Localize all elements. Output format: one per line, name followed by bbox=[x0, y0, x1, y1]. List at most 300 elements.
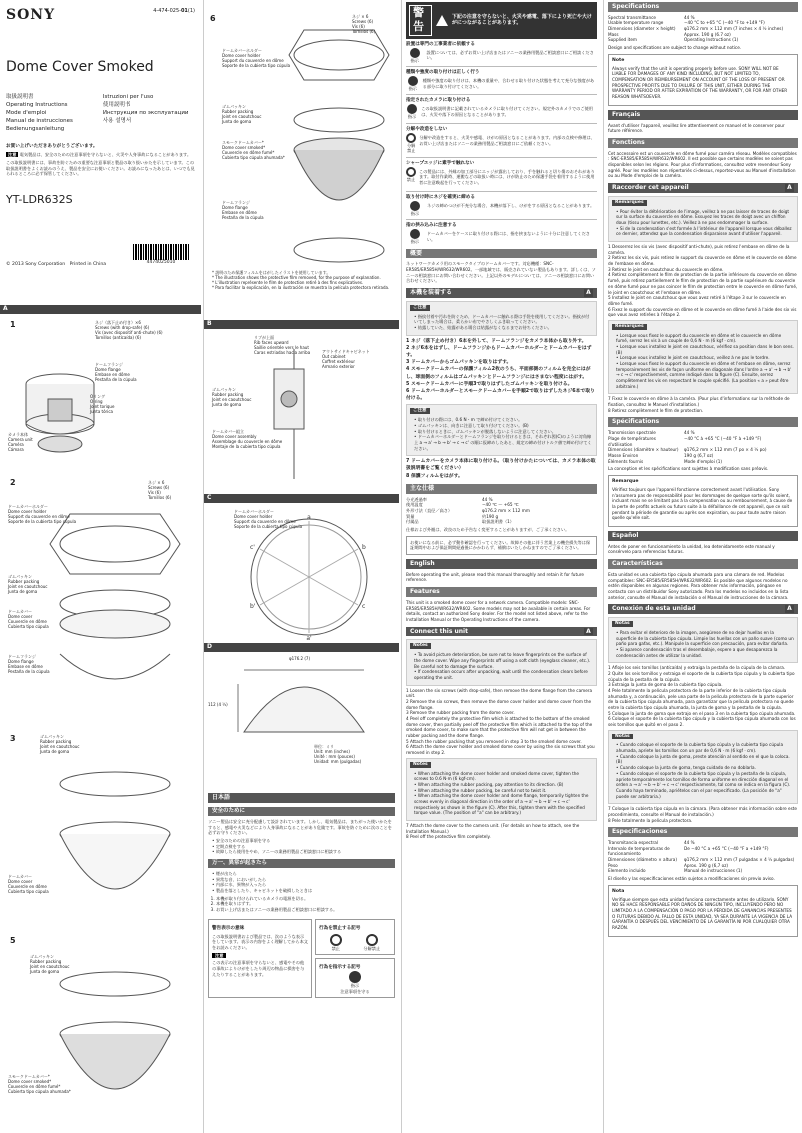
warning-body: この取扱説明書に記載されているカメラに取り付けてください。規定外のカメラでのご使用は、火災や落下の原因となることがあります。 bbox=[421, 106, 593, 118]
label-unit: 単位：ミリ Unit: mm (inches) Unité : mm (pouces) Unidad: mm (pulgadas) bbox=[314, 744, 362, 764]
step-item: 6 Coloque el soporte de la cubierta tipo cúpula y la cubierta tipo cúpula ahumada con los seis tornillos que quitó en el paso 2. bbox=[608, 716, 796, 727]
barcode-number: 4474025010 bbox=[146, 260, 176, 265]
disclaimer-box: お使いになる前に、必ず動作確認を行ってください。故障その他に伴う営業上の機会損失等は保証期間中および保証期間経過後にかかわらず、補償はいたしかねますのでご了承ください。 bbox=[406, 536, 597, 555]
warning-heading: 設置は専門の工事業者に依頼する bbox=[406, 41, 475, 47]
step-number: 2 bbox=[10, 478, 16, 487]
step-number: 1 bbox=[10, 320, 16, 329]
warning-heading: 種類や強度の取り付けは正しく行う bbox=[406, 70, 480, 76]
figure-ref-badge: A bbox=[785, 605, 794, 613]
spec-label: 外形寸法（直径／高さ） bbox=[406, 507, 453, 513]
label-dome-cover-holder: ドームカバーホルダー Dome cover holder Support du couvercle en dôme Soporte de la cubierta tipo cúpula bbox=[234, 509, 303, 529]
step-item: 6 Attach the dome cover holder and smoked dome cover by using the six screws that you removed in step 2. bbox=[406, 744, 595, 756]
figure-d-header: D bbox=[204, 643, 399, 652]
no-disassembly-icon bbox=[406, 133, 416, 143]
notes-title: Notes bbox=[410, 643, 431, 649]
section-title: Raccorder cet appareil bbox=[612, 184, 689, 192]
intro-text: Before operating the unit, please read this manual thoroughly and retain it for future reference. bbox=[406, 571, 584, 583]
manual-title-list bbox=[6, 94, 195, 134]
list-item: • To avoid picture deterioration, be sure not to leave fingerprints on the surface of the dome cover. Wipe any fingerprints off using a soft cloth (eyeglass cleaner, etc.). Be careful not to damage the surface. bbox=[414, 652, 593, 669]
en-spec-table bbox=[608, 15, 798, 43]
spec-label: Transmitancia espectral bbox=[608, 840, 658, 845]
symbol-meaning-box bbox=[208, 919, 312, 998]
box-text: Always verify that the unit is operating properly before use. SONY WILL NOT BE LIABLE FOR DAMAGES OF ANY KIND INCLUDING, BUT NOT LIMITED TO, COMPENSATION OR REIMBURSEMENT ON ACCOUNT OF THE LOSS OF PRESENT OR PROSPECTIVE PROFITS DUE TO FAILURE OF THIS UNIT, EITHER DURING THE WARRANTY PERIOD OR AFTER EXPIRATION OF THE WARRANTY, OR FOR ANY OTHER REASON WHATSOEVER. bbox=[612, 65, 788, 100]
dimension-drawing bbox=[234, 662, 374, 742]
spec-label: 質量 bbox=[406, 513, 415, 519]
trouble-steps bbox=[208, 896, 395, 913]
spec-label: Plage de températures d'utilisation bbox=[608, 435, 656, 447]
language-header-japanese: 日本語 bbox=[208, 793, 395, 803]
manual-title: Инструкция по эксплуатации bbox=[102, 110, 189, 117]
section-header-attach bbox=[406, 288, 597, 298]
instruction-icon bbox=[407, 104, 417, 114]
box-title: Note bbox=[612, 57, 625, 63]
spec-value: 44 % bbox=[684, 840, 695, 845]
icon-label: 分解禁止 bbox=[406, 142, 416, 154]
list-item: • Cuando coloque el soporte de la cubierta tipo cúpula y la cubierta tipo cúpula ahumada, apriete los tornillos con un par de 0,6 N · m (6 kgf · cm). bbox=[616, 742, 794, 753]
symbol-label: 分解禁止 bbox=[363, 945, 381, 951]
warning-triangle-icon bbox=[436, 15, 448, 26]
spec-label: Dimensiones (diámetro × altura) bbox=[608, 857, 677, 863]
label-dome-cover: ドームカバー Dome cover Couvercle en dôme Cubierta tipo cúpula bbox=[8, 874, 49, 894]
label-smoked-dome-cover: スモークドームカバー* Dome cover smoked* Couvercle en dôme fumé* Cubierta tipo cúpula ahumada* bbox=[222, 140, 285, 160]
figure-a bbox=[0, 314, 201, 1132]
warning-body: ドームカバーをケースに取り付ける際には、指を挟まないように十分に注意してください。 bbox=[426, 231, 590, 242]
warning-heading: 取り付け時にネジを確実に締める bbox=[406, 194, 475, 200]
column-4 bbox=[603, 0, 802, 1133]
spec-label: 使用温度 bbox=[406, 502, 423, 508]
list-item: • When attaching the rubber packing, pay attention to its direction. (B) bbox=[414, 782, 593, 788]
step-item: 4 Retirez complètement le film de protection de la partie inférieure du couvercle en dôme fumé, puis retirez partiellement le film de protection de la partie supérieure du couvercle en dôme fumé pour ne pas coincer le film de protection entre le couvercle en dôme fumé, le joint en caoutchouc et l'embase en dôme. bbox=[608, 272, 798, 295]
list-item: • 安全のための注意事項を守る bbox=[212, 838, 395, 844]
list-item: • If condensation occurs after unpacking, wait until the condensation clears before operating the unit. bbox=[414, 669, 593, 680]
list-item: 2. 本機を取りはずす。 bbox=[216, 901, 395, 907]
warning-text: 下記の注意を守らないと、火災や感電、落下により死亡や大けがにつながることがあります。 bbox=[451, 13, 592, 27]
figure-a-header: A bbox=[0, 305, 201, 314]
warning-body: 設置については、必ずお買い上げ店またはソニーの業務用製品ご相談窓口にご相談ください。 bbox=[426, 49, 594, 61]
manual-titles-left bbox=[6, 94, 73, 134]
icon-label: 指示 bbox=[407, 114, 417, 120]
list-item: 1. 本機が取り付けられているカメラの電源を切る。 bbox=[216, 896, 395, 902]
warning-banner bbox=[406, 2, 597, 39]
instruction-icon bbox=[408, 76, 418, 86]
instruction-icon bbox=[410, 201, 420, 211]
warning-heading: 分解や改造をしない bbox=[406, 126, 448, 132]
overview-text: ネットワークカメラ用のスモークタイプのドームカバーです。対応機種：SNC-ER585/ER585H/WR632/WR602。一部地域では、販売されていない製品もあります。詳しくは、ソニーの相談窓口にお問い合わせください。上記以外のモデルについては、ソニーの相談窓口にお問い合わせください。 bbox=[406, 261, 596, 284]
label-dome-cover: ドームカバー Dome cover Couvercle en dôme Cubierta tipo cúpula bbox=[8, 609, 49, 629]
spec-value: 取扱説明書（1） bbox=[482, 519, 514, 525]
notes-title: ご注意 bbox=[410, 408, 430, 414]
box-text: この取扱説明書および製品では、次のような表示をしています。表示の内容をよく理解してから本文をお読みください。 bbox=[212, 933, 308, 951]
section-header: Características bbox=[608, 559, 798, 569]
symbol-legend bbox=[208, 916, 395, 1001]
column-1 bbox=[0, 0, 201, 1133]
step-item: 2 Remove the six screws, then remove the dome cover holder and dome cover from the dome flange. bbox=[406, 698, 592, 710]
icon-label: 禁止 bbox=[406, 176, 416, 182]
manual-title: Operating Instructions bbox=[6, 102, 68, 109]
figure-b-header: B bbox=[204, 320, 399, 329]
step-item: 8 Pele totalmente la película protectora. bbox=[608, 817, 693, 823]
list-item: • Lorsque vous installez le joint en caoutchouc, vérifiez sa position dans le bon sens. (B) bbox=[616, 344, 794, 355]
step-item: 7 ドームカバーをカメラ本体に取り付ける。（取り付けかたについては、カメラ本体の取扱説明書をご覧ください） bbox=[406, 459, 596, 472]
mark-label: a bbox=[307, 514, 311, 521]
notes-title: Remarques bbox=[612, 200, 647, 206]
manual-title: 사용 설명서 bbox=[102, 118, 132, 125]
prohibited-icon bbox=[406, 167, 416, 177]
spec-label: Transmission spectrale bbox=[608, 430, 656, 436]
list-item: • Cuando coloque la junta de goma, tenga cuidado de no doblarla. bbox=[616, 765, 794, 771]
spec-note: Design and specifications are subject to change without notice. bbox=[608, 45, 742, 51]
spec-value: Manual de instrucciones (1) bbox=[684, 868, 743, 874]
caution-notes bbox=[406, 301, 597, 336]
instruction-icon bbox=[410, 48, 420, 58]
jp-intro-heading: お買い上げいただきありがとうございます。 bbox=[6, 144, 98, 150]
step-item: 3 ドームカバーからゴムパッキンを取りはずす。 bbox=[406, 360, 512, 366]
label-o-ring: Oリング O-ring Joint torique Junta tórica bbox=[90, 394, 115, 414]
step-item: 1 Desserrez les six vis (avec dispositif anti-chute), puis retirez l'embase en dôme de la caméra. bbox=[608, 244, 790, 255]
label-diameter: φ176.2 (7) bbox=[289, 656, 311, 661]
prohibit-symbols-box bbox=[315, 919, 395, 955]
spec-value: −40 °C à +65 °C (−40 °F à +149 °F) bbox=[684, 435, 762, 441]
notes-block bbox=[608, 617, 798, 663]
notes-block bbox=[608, 320, 798, 395]
notes-title: Notes bbox=[410, 762, 431, 768]
warning-body: 分解や改造をすると、火災や感電、けがの原因となることがあります。内部の点検や修理は、お買い上げ店またはソニーの業務用製品ご相談窓口にご依頼ください。 bbox=[419, 134, 595, 146]
jp-final-steps bbox=[406, 458, 597, 480]
notes-block bbox=[406, 639, 597, 685]
symbol-label: 注意事項を守る bbox=[340, 988, 370, 994]
features-text: This unit is a smoked dome cover for a network camera. Compatible models: SNC-ER585/ER585H/WR632/WR602. Some models may not be available in certain areas. For details, contact an authorized Sony dealer. For the model not listed above, refer to the Installation Manual or the Operating Instructions of the camera. bbox=[406, 599, 591, 622]
spec-label: Éléments fournis bbox=[608, 458, 644, 464]
jp-intro-text: この取扱説明書には、事故を防ぐための重要な注意事項と製品の取り扱いかたを示しています。この取扱説明書をよくお読みのうえ、製品を安全にお使いください。お読みになったあとは、いつでも見られるところに必ず保管してください。 bbox=[6, 159, 195, 177]
warning-badge: 警告 bbox=[409, 5, 432, 36]
step-item: 1 ネジ（落下止め付き）6本を外して、ドームフランジをカメラ本体から取り外す。 bbox=[406, 338, 587, 344]
step-item: 5 スモークドームカバーに手順3で取りはずしたゴムパッキンを取り付ける。 bbox=[406, 381, 573, 387]
step-number: 3 bbox=[10, 734, 16, 743]
list-item: • 製品を落としたり、キャビネットを破損したときは bbox=[212, 888, 395, 894]
list-item: • Cuando coloque la junta de goma, preste atención al sentido en el que la coloca. (B) bbox=[616, 754, 794, 765]
step-item: 5 Attach the rubber packing that you removed in step 3 to the smoked dome cover. bbox=[406, 738, 582, 744]
list-item: • 取り付けの際には、0.6 N・m で締め付けてください。 bbox=[414, 417, 593, 423]
list-item: • Cuando coloque el soporte de la cubierta tipo cúpula y la pestaña de la cúpula, apriete temporalmente los tornillos de forma uniforme en dirección diagonal en el orden a → a' → b → b' → c → c' respectivamente, tal como se indica en la figura (C). Cuando haya terminado, apriételos con el par especificado. (La posición de "a" puede ser arbitraria.) bbox=[616, 771, 794, 799]
figure-d bbox=[204, 652, 399, 787]
printed-in: Printed in China bbox=[69, 262, 107, 267]
figure-note: * 説明のため保護フィルムをはがしたイラストを使用しています。 * The illustration shows the protective film removed, for the purpose of explanation. * L'illustration représente le film de protection retiré à des fins explicatives. * Para facilitar la explicación, en la ilustración se muestra la película protectora retirada. bbox=[212, 270, 390, 290]
step-item: 8 保護フィルムをはがす。 bbox=[406, 473, 463, 479]
fr-spec-table bbox=[608, 430, 798, 464]
notes-title: Notas bbox=[612, 621, 633, 627]
label-camera-unit: カメラ本体 Camera unit Caméra Cámara bbox=[8, 432, 33, 452]
language-header-spanish: Español bbox=[608, 531, 798, 541]
spec-label: Dimensions (diameter × height) bbox=[608, 26, 676, 32]
spec-label: Spectral transmittance bbox=[608, 14, 657, 20]
step-item: 6 ドームカバーホルダーとスモークドームカバーを手順2で取りはずしたネジ6本で取り付ける。 bbox=[406, 389, 595, 402]
label-rubber-packing: ゴムパッキン Rubber packing Joint en caoutchouc Junta de goma bbox=[40, 734, 80, 754]
spec-label: Intervalo de temperaturas de funcionamiento bbox=[608, 845, 670, 857]
figure-c bbox=[204, 503, 399, 643]
box-text: この表示の注意事項を守らないと、感電やその他の事故によりけがをしたり周辺の物品に損害を与えたりすることがあります。 bbox=[212, 960, 305, 977]
list-item: • When attaching the dome cover holder and smoked dome cover, tighten the screws to 0.6 N·m (6 kgf·cm). bbox=[414, 771, 593, 782]
packing-cross-section-illustration bbox=[264, 349, 324, 479]
manual-title: Manual de instrucciones bbox=[6, 118, 73, 125]
label-dome-cover-holder: ドームカバーホルダー Dome cover holder Support du couvercle en dôme Soporte de la cubierta tipo cúpula bbox=[222, 48, 291, 68]
caution-badge: 注意 bbox=[212, 953, 226, 958]
box-title: Remarque bbox=[612, 478, 639, 484]
jp-intro-caution bbox=[6, 152, 195, 158]
spec-value: Aprox. 190 g (6,7 oz) bbox=[684, 862, 729, 868]
list-item: • Si aparece condensación tras el desembalaje, espere a que desaparezca la condensación antes de utilizar la unidad. bbox=[616, 647, 794, 658]
cover-panel bbox=[0, 0, 201, 305]
label-dome-flange: ドームフランジ Dome flange Embase en dôme Pestaña de la cúpula bbox=[95, 362, 137, 382]
barcode bbox=[133, 244, 189, 266]
manual-title: Istruzioni per l'uso bbox=[102, 94, 154, 101]
section-header-connect bbox=[608, 604, 798, 614]
list-item: • Lorsque vous fixez le support du couvercle en dôme et l'embase en dôme, serrez temporairement les vis de façon uniforme en diagonale dans l'ordre a → a' → b → b' → c → c' respectivement, comme indiqué dans la figure (C). Ensuite, serrez complètement les vis en respectant le couple spécifié. (La position « a » peut être arbitraire.) bbox=[616, 361, 794, 389]
section-title: Connect this unit bbox=[410, 627, 468, 635]
warning-heading: シャープエッジに素手で触れない bbox=[406, 160, 475, 166]
step-item: 8 Retirez complètement le film de protection. bbox=[608, 407, 704, 413]
es-final-steps bbox=[608, 806, 798, 823]
warning-body: この製品には、外縁の加工部分にエッジが露出しており、手を触れると切り傷のおそれがあります。取付作業時、運搬などの取扱い時には、けが防止のため保護手袋を着用するように使用者に注意喚起を行ってください。 bbox=[419, 168, 595, 186]
note-box bbox=[608, 885, 798, 937]
figure-ref-badge: A bbox=[785, 184, 794, 192]
spec-value: 44 % bbox=[684, 14, 695, 20]
list-item: • Si de la condensation s'est formée à l'intérieur de l'appareil lorsque vous déballez ce dernier, attendez que la condensation disparaisse avant d'utiliser l'appareil. bbox=[616, 226, 794, 237]
box-title: 警告表示の意味 bbox=[212, 925, 245, 931]
safety-list bbox=[208, 838, 395, 855]
step-number: 5 bbox=[10, 936, 16, 945]
step-item: 5 Coloque la junta de goma que extrajo en el paso 3 en la cubierta tipo cúpula ahumada. bbox=[608, 710, 796, 716]
section-header: 万一、異常が起きたら bbox=[208, 859, 395, 868]
spec-value: φ176.2 mm × 112 mm bbox=[482, 507, 530, 513]
step-item: 2 Quite los seis tornillos y extraiga el soporte de la cubierta tipo cúpula y la cubierta tipo cúpula de la pestaña de la cúpula. bbox=[608, 670, 795, 682]
step-item: 7 Fixez le couvercle en dôme à la caméra. (Pour plus d'informations sur la méthode de fixation, consultez le Manuel d'installation.) bbox=[608, 396, 790, 408]
label-dome-cover-assembly: ドームカバー組立 Dome cover assembly Assemblage du couvercle en dôme Montaje de la cubierta tipo cúpula bbox=[212, 429, 283, 449]
assembly-illustration bbox=[40, 494, 190, 694]
spec-value: Operating Instructions (1) bbox=[684, 37, 739, 43]
safety-text: ソニー製品は安全に充分配慮して設計されています。しかし、電気製品は、まちがった使いかたをすると、感電や火災などにより人身事故になることがあり危険です。事故を防ぐために次のことを必ずお守りください。 bbox=[208, 818, 392, 836]
label-dome-flange: ドームフランジ Dome flange Embase en dôme Pestaña de la cúpula bbox=[222, 200, 264, 220]
mark-label: a' bbox=[306, 635, 312, 641]
step-item: 4 Pele totalmente la película protectora de la parte inferior de la cubierta tipo cúpula ahumada y, a continuación, pele una parte de la película protectora de la parte superior de la cubierta tipo cúpula ahumada, para garantizar que la película protectora no quede entre la cubierta tipo cúpula ahumada, la junta de goma y la pestaña de la cúpula. bbox=[608, 687, 794, 710]
list-item: • 取り付けるときに、ゴムパッキンが脱落しないように注意してください。 bbox=[414, 429, 593, 435]
intro-text: Antes de poner en funcionamiento la unidad, lea detenidamente este manual y consérvelo para referencias futuras. bbox=[608, 543, 775, 555]
figure-ref-badge: A bbox=[584, 289, 593, 297]
list-item: • When attaching the dome cover holder and dome flange, temporarily tighten the screws evenly in diagonal direction in the order of a → a' → b → b' → c → c' respectively as shown in the figure (C). After this, tighten them with the specified torque value. (The position of "a" can be arbitrary.) bbox=[414, 793, 593, 816]
mark-label: c' bbox=[250, 544, 255, 551]
notes-title: Notas bbox=[612, 734, 633, 740]
note-box bbox=[608, 54, 798, 106]
list-item: • ドームカバーホルダーとドームフランジを取り付けるときは、それぞれ図(C)のように対角線上 a → a' → b → b' → c → c' の順に仮締めしたあと、規定の締め付けトルク値で締め付けてください。 bbox=[414, 434, 593, 451]
list-item: • Lorsque vous installez le joint en caoutchouc, veillez à ne pas le tordre. bbox=[616, 355, 794, 361]
section-header: 主な仕様 bbox=[406, 484, 597, 494]
spec-label: Mass bbox=[608, 31, 619, 37]
label-rubber-packing: ゴムパッキン Rubber packing Joint en caoutchouc Junta de goma bbox=[222, 104, 262, 124]
caution-badge: 注意 bbox=[8, 152, 17, 158]
warning-heading: 指の挟み込みに注意する bbox=[406, 223, 457, 229]
warning-body: ネジの締めつけが不充分な場合、本機が落下し、けがをする原因となることがあります。 bbox=[427, 202, 595, 208]
list-item: • 結露していた、結露がある場合は結露がなくなるまでお待ちください。 bbox=[414, 325, 593, 331]
section-title: Conexión de esta unidad bbox=[612, 605, 696, 613]
list-item: • Pour éviter la détérioration de l'image, veillez à ne pas laisser de traces de doigt sur la surface du couvercle en dôme. Essuyez les traces de doigt avec un chiffon doux (tissu pour lunettes, etc.). Veillez à ne pas endommager la surface. bbox=[616, 209, 794, 226]
spec-note: El diseño y las especificaciones están sujetos a modificaciones sin previo aviso. bbox=[608, 876, 775, 882]
column-3 bbox=[401, 0, 601, 1133]
step-item: 6 Fixez le support du couvercle en dôme et le couvercle en dôme fumé à l'aide des six vis que vous avez retirées à l'étape 2. bbox=[608, 306, 797, 318]
section-header: 概要 bbox=[406, 249, 597, 259]
step6-notes bbox=[406, 404, 597, 456]
barcode-icon bbox=[133, 244, 189, 260]
box-text: Vérifiez toujours que l'appareil fonctionne correctement avant l'utilisation. Sony n'assumera pas de responsabilité pour les dommages de quelque sorte qu'ils soient, incluant mais ne se limitant pas à la compensation ou au remboursement, à cause de la perte de profits actuels ou futurs suite à la défaillance de cet appareil, que ce soit pendant la période de garantie ou après son expiration, ou pour toute autre raison quelle qu'elle soit. bbox=[612, 486, 793, 521]
list-item: • 煙が出たら bbox=[212, 871, 395, 877]
notes-title: Remarques bbox=[612, 324, 647, 330]
step-item: 8 Peel off the protective film completely. bbox=[406, 834, 491, 840]
spec-value: −40 ℃ ～ +65 ℃ bbox=[482, 502, 519, 508]
step-item: 7 Coloque la cubierta tipo cúpula en la cámara. (Para obtener más información sobre este procedimiento, consulte el Manual de instalación.) bbox=[608, 806, 797, 817]
label-out-cabinet: アウトサイドキャビネット Out cabinet Coffret extérieur Armario exterior bbox=[322, 349, 370, 369]
spec-value: 44 % bbox=[684, 430, 695, 436]
spec-value: φ176,2 mm × 112 mm (7 pulgadas × 4 ½ pulgadas) bbox=[684, 857, 795, 863]
section-title: 本機を装着する bbox=[410, 289, 453, 297]
es-steps bbox=[608, 665, 798, 727]
warning-items bbox=[406, 42, 597, 245]
step-item: 4 スモークドームカバーの保護フィルム2枚のうち、平面部側のフィルムを完全にはがし、球面側のフィルムはゴムパッキンとドームフランジにはさまない程度にはがす。 bbox=[406, 367, 591, 380]
figure-b bbox=[204, 329, 399, 494]
box-title: 行為を禁止する記号 bbox=[319, 925, 361, 931]
column-2 bbox=[203, 0, 399, 1133]
spec-value: Approx. 190 g (6.7 oz) bbox=[684, 31, 731, 37]
notes-title: ご注意 bbox=[410, 305, 430, 311]
spec-label: 付属品 bbox=[406, 519, 419, 525]
jp-safety-section bbox=[204, 787, 399, 1003]
list-item: • 故障したら使用をやめ、ソニーの業務用製品ご相談窓口に相談する bbox=[212, 849, 395, 855]
spec-value: 190 g (6,7 oz) bbox=[684, 452, 714, 458]
spec-label: Elemento incluido bbox=[608, 868, 646, 874]
list-item: • When attaching the rubber packing, be careful not to twist it. bbox=[414, 788, 593, 794]
spec-value: 44 % bbox=[482, 496, 493, 502]
list-item: • 内部に水、異物が入ったら bbox=[212, 882, 395, 888]
step-item: 3 Remove the rubber packing from the dome cover. bbox=[406, 710, 515, 716]
step-item: 4 Peel off completely the protective film which is attached to the bottom of the smoked dome cover, then partially peel off the protective film which is attached to the top of the smoked dome cover, to make sure that the protective film will not get in between the rubber packing and the dome flange. bbox=[406, 715, 593, 738]
notes-block bbox=[608, 196, 798, 242]
jp-steps bbox=[406, 338, 597, 403]
step-item: 3 Retirez le joint en caoutchouc du couvercle en dôme. bbox=[608, 266, 724, 272]
step-item: 1 Afloje los seis tornillos (antícaída) y extraiga la pestaña de la cúpula de la cámara. bbox=[608, 665, 786, 671]
spec-value: φ176,2 mm × 112 mm (7 po × 4 ½ po) bbox=[684, 447, 767, 453]
spec-label: Peso bbox=[608, 862, 618, 868]
no-disassembly-icon bbox=[366, 934, 378, 946]
mark-label: c bbox=[362, 603, 366, 610]
en-steps bbox=[406, 688, 597, 756]
spec-label: Masse Environ bbox=[608, 452, 639, 458]
section-header: Specifications bbox=[608, 2, 798, 12]
note-box bbox=[608, 475, 798, 527]
step-item: 3 Extraiga la junta de goma de la cubierta tipo cúpula. bbox=[608, 682, 723, 688]
es-spec-table bbox=[608, 840, 798, 874]
label-height: 112 (4 ½) bbox=[208, 702, 228, 707]
list-item: • Para evitar el deterioro de la imagen, asegúrese de no dejar huellas en la superficie de la cubierta tipo cúpula. Limpie las huellas con un paño suave (como un paño para gafas, etc.). Manipule la superficie con precaución, para evitar dañarla. bbox=[616, 630, 794, 647]
copyright-line bbox=[6, 262, 106, 268]
instruct-symbols-box bbox=[315, 958, 395, 998]
label-screws: ネジ × 6 Screws (6) Vis (6) Tornillos (6) bbox=[148, 480, 172, 500]
icon-label: 指示 bbox=[410, 57, 419, 63]
instruction-icon bbox=[410, 229, 420, 239]
label-rib-faces-upward: リブが上面 Rib faces upward Saillie orientée vers le haut Caras estriadas hacia arriba bbox=[254, 335, 311, 355]
manual-title: Mode d'emploi bbox=[6, 110, 47, 117]
symbol-label: 指示 bbox=[350, 983, 360, 989]
warning-body: 種類や強度の取り付けは、本機の重量や、合わせる取り付けた状態を考えて充分な強度がある部分に取り付けてください。 bbox=[422, 77, 595, 89]
document-title: Dome Cover Smoked bbox=[6, 59, 154, 76]
spec-note: 仕様および外観は、改良のため予告なく変更することがありますが、ご了承ください。 bbox=[406, 526, 570, 532]
warning-heading: 指定されたカメラに取り付ける bbox=[406, 98, 471, 104]
spec-label: Dimensions (diamètre × hauteur) bbox=[608, 447, 679, 453]
label-smoked-dome-cover: スモークドームカバー* Dome cover smoked* Couvercle en dôme fumé* Cubierta tipo cúpula ahumada* bbox=[8, 1074, 71, 1094]
spec-value: Mode d'emploi (1) bbox=[684, 458, 723, 464]
model-number: YT-LDR632S bbox=[6, 192, 73, 206]
step-item: 7 Attach the dome cover to the camera unit. (For details on how to attach, see the Installation Manual.) bbox=[406, 822, 580, 834]
jp-intro-block bbox=[6, 144, 195, 177]
part-number: 4-474-025-01(1) bbox=[153, 8, 195, 14]
section-header: Spécifications bbox=[608, 417, 798, 427]
box-text: Verifique siempre que esta unidad funciona correctamente antes de utilizarlo. SONY NO SE HACE RESPONSABLE POR DAÑOS DE NINGÚN TIPO, INCLUYENDO PERO NO LIMITADO A LA COMPENSACIÓN O PAGO POR LA PÉRDIDA DE GANANCIAS PRESENTES O FUTURAS DEBIDO AL FALLO DE ESTA UNIDAD, YA SEA DURANTE LA VIGENCIA DE LA GARANTÍA O DESPUÉS DEL VENCIMIENTO DE LA GARANTÍA NI POR CUALQUIER OTRA RAZÓN. bbox=[612, 896, 793, 931]
fr-final-steps bbox=[608, 396, 798, 413]
spec-note: La conception et les spécifications sont sujettes à modification sans préavis. bbox=[608, 466, 769, 472]
packing-illustration bbox=[50, 764, 180, 924]
section-header: Features bbox=[406, 587, 597, 597]
section-header: 安全のために bbox=[208, 807, 395, 816]
copyright: © 2013 Sony Corporation bbox=[6, 262, 66, 267]
label-rubber-packing: ゴムパッキン Rubber packing Joint en caoutchouc Junta de goma bbox=[8, 574, 48, 594]
step-item: 2 Retirez les six vis, puis retirez le support du couvercle en dôme et le couvercle en dôme de l'embase en dôme. bbox=[608, 255, 797, 267]
label-dome-flange: ドームフランジ Dome flange Embase en dôme Pestaña de la cúpula bbox=[8, 654, 50, 674]
figure-6 bbox=[204, 0, 399, 320]
spec-label: Usable temperature range bbox=[608, 20, 664, 26]
list-item: • ゴムパッキンは、向きに注意して取り付けてください。(B) bbox=[414, 423, 593, 429]
section-header: Fonctions bbox=[608, 138, 798, 148]
section-header-connect bbox=[608, 183, 798, 193]
step-item: 1 Loosen the six screws (with drop-safe), then remove the dome flange from the camera unit. bbox=[406, 687, 593, 699]
label-dome-cover-holder: ドームカバーホルダー Dome cover holder Support du couvercle en dôme Soporte de la cubierta tipo cúpula bbox=[8, 504, 77, 524]
spec-value: De −40 °C a +65 °C (−40 °F a +149 °F) bbox=[684, 845, 769, 851]
sony-logo: SONY bbox=[6, 7, 56, 23]
notes-block bbox=[406, 758, 597, 821]
notes-block bbox=[608, 730, 798, 805]
spec-label: Supplied item bbox=[608, 37, 637, 43]
manual-titles-right bbox=[103, 94, 189, 134]
label-screws-drop-safe: ネジ（落下止め付き）×6 Screws (with drop-safe) (6) Vis (avec dispositif anti-chute) (6) Tornillos (antícaída) (6) bbox=[95, 320, 163, 340]
step-item: 5 Installez le joint en caoutchouc que vous avez retiré à l'étape 3 sur le couvercle en dôme fumé. bbox=[608, 295, 786, 306]
intro-text: Avant d'utiliser l'appareil, veuillez lire attentivement ce manuel et le conserver pour future référence. bbox=[608, 122, 785, 134]
mark-label: b' bbox=[250, 603, 256, 610]
box-title: 行為を指示する記号 bbox=[319, 965, 361, 971]
mark-label: b bbox=[362, 544, 366, 551]
manual-title: 使用説明书 bbox=[102, 102, 131, 109]
icon-label: 指示 bbox=[410, 210, 420, 216]
icon-label: 指示 bbox=[408, 85, 417, 91]
exploded-view-illustration bbox=[284, 20, 394, 280]
list-item: 3. お買い上げ店またはソニーの業務用製品ご相談窓口に相談する。 bbox=[216, 907, 395, 913]
manual-title: Bedienungsanleitung bbox=[6, 126, 65, 133]
list-item: • Lorsque vous fixez le support du couvercle en dôme et le couvercle en dôme fumé, serrez les vis à un couple de 0,6 N · m (6 kgf · cm). bbox=[616, 333, 794, 344]
instruction-icon bbox=[349, 971, 361, 983]
box-title: Nota bbox=[612, 888, 625, 894]
spec-value: −40 °C to +65 °C (−40 °F to +149 °F) bbox=[684, 20, 765, 26]
step-item: 2 ネジ6本をはずし、ドームフランジからドームカバーホルダーとドームカバーをはずす。 bbox=[406, 345, 592, 359]
features-text: Esta unidad es una cubierta tipo cúpula ahumada para una cámara de red. Modelos compatibles: SNC-ER585/ER585H/WR632/WR602. Es posible que algunos modelos no estén disponibles en algunas regiones. Para obtener más información, póngase en contacto con un distribuidor Sony autorizado. Para los modelos no incluidos en la lista anterior, consulte el Manual de instalación o el Manual de instrucciones de la cámara. bbox=[608, 571, 789, 600]
label-rubber-packing: ゴムパッキン Rubber packing Joint en caoutchouc Junta de goma bbox=[30, 954, 70, 974]
label-screws: ネジ × 6 Screws (6) Vis (6) Tornillos (6) bbox=[352, 14, 376, 34]
fr-steps bbox=[608, 244, 798, 318]
figure-c-header: C bbox=[204, 494, 399, 503]
tightening-order-diagram bbox=[244, 513, 374, 641]
